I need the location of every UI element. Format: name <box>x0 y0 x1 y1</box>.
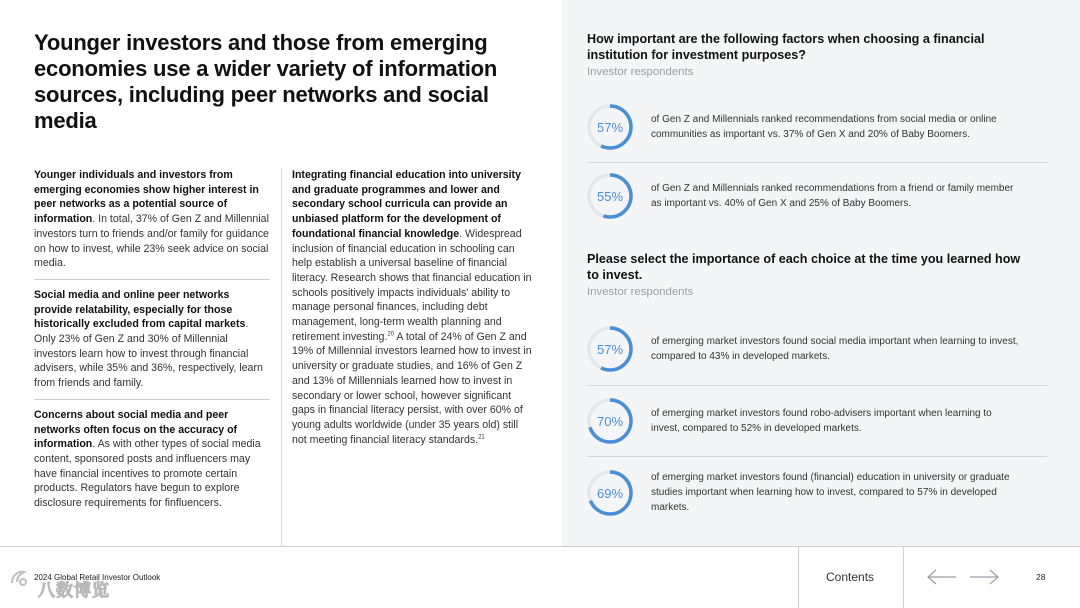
footer <box>0 546 1080 608</box>
divider <box>34 399 270 400</box>
paragraph-body: . Only 23% of Gen Z and 30% of Millennial investors learn how to invest through financial advisers, while 35% and 36%, respectively, learn from friends and family. <box>34 318 263 390</box>
paragraph-body: . In total, 37% of Gen Z and Millennial investors turn to friends and/or family for guidance on how to invest, while 23% seek advice on social media. <box>34 213 269 270</box>
divider <box>34 279 270 280</box>
divider <box>587 456 1047 457</box>
stat-item <box>587 326 1047 378</box>
stat-value: 57% <box>596 341 624 357</box>
contents-link[interactable]: Contents <box>826 570 875 584</box>
section2-title: Please select the importance of each choice at the time you learned how to invest. <box>587 252 1021 282</box>
paragraph-lead: Concerns about social media and peer networks often focus on the accuracy of information <box>34 408 238 451</box>
stat-item <box>587 470 1047 522</box>
stat-description: of Gen Z and Millennials ranked recommendations from social media or online communities as important vs. 37% of Gen X and 20% of Baby Boomers. <box>651 114 997 140</box>
stat-description: of Gen Z and Millennials ranked recommendations from a friend or family member as important vs. 40% of Gen X and 25% of Baby Boomers. <box>651 183 1014 209</box>
paragraph-body-cont: A total of 24% of Gen Z and 19% of Millennial investors learned how to invest in university or graduate studies, and 16% of Gen Z and 13% of Millennials learned how to invest in secondary or lower school, however significant gaps in financial literacy persist, with over 60% of young adults worldwide (under 35 years old) still not meeting financial literacy standards. <box>292 330 532 446</box>
stat-value: 55% <box>596 188 624 204</box>
previous-page-arrow-icon[interactable] <box>926 567 958 587</box>
paragraph-lead: Integrating financial education into university and graduate programmes and lower and secondary school curricula can provide an unbiased platform for the development of foundational financial knowledge <box>292 169 521 240</box>
column-divider <box>281 168 282 546</box>
left-column <box>34 168 270 519</box>
paragraph-social-media <box>34 288 270 399</box>
stat-item <box>587 398 1047 450</box>
stat-value: 69% <box>596 485 624 501</box>
watermark-text: 八数博览 <box>38 581 110 600</box>
paragraph-lead: Social media and online peer networks provide relatability, especially for those historically excluded from capital markets <box>34 288 246 331</box>
divider <box>587 385 1047 386</box>
footer-divider <box>903 547 904 608</box>
page-number: 28 <box>1036 572 1046 582</box>
section2-subtitle: Investor respondents <box>587 286 694 298</box>
stat-value: 70% <box>596 413 624 429</box>
paragraph-financial-education <box>292 168 532 447</box>
stat-description: of emerging market investors found (financial) education in university or graduate studies important when learning how to invest, compared to 57% in developed markets. <box>651 472 1010 513</box>
paragraph-lead: Younger individuals and investors from emerging economies show higher interest in peer networks as a potential source of information <box>34 169 259 226</box>
stat-value: 57% <box>596 119 624 135</box>
next-page-arrow-icon[interactable] <box>968 567 1000 587</box>
middle-column <box>292 168 532 447</box>
stat-item <box>587 173 1047 225</box>
section1-title: How important are the following factors when choosing a financial institution for investment purposes? <box>587 32 985 62</box>
footer-divider <box>798 547 799 608</box>
paragraph-peer-networks <box>34 168 270 279</box>
stat-description: of emerging market investors found robo-advisers important when learning to invest, compared to 52% in developed markets. <box>651 408 992 434</box>
stat-description: of emerging market investors found social media important when learning to invest, compared to 43% in developed markets. <box>651 336 1019 362</box>
publication-title: 2024 Global Retail Investor Outlook <box>34 573 161 582</box>
page-title: Younger investors and those from emerging economies use a wider variety of information sources, including peer networks and social media <box>34 30 498 133</box>
stat-item <box>587 104 1047 156</box>
section1-subtitle: Investor respondents <box>587 66 694 78</box>
footnote-ref-20[interactable]: 20 <box>387 331 395 338</box>
paragraph-concerns <box>34 408 270 519</box>
divider <box>587 162 1047 163</box>
watermark-logo-icon <box>8 567 30 589</box>
paragraph-body: . Widespread inclusion of financial education in schooling can help establish a universal baseline of financial literacy. Research shows that financial education in schools positively impacts individuals' ability to manage personal finances, including debt management, long-term wealth planning and retirement investing. <box>292 227 532 343</box>
paragraph-body: . As with other types of social media content, sponsored posts and influencers may have financial incentives to promote certain products. Regulators have begun to explore disclosure requirements for finfluencers. <box>34 438 261 510</box>
footnote-ref-21[interactable]: 21 <box>478 434 485 441</box>
